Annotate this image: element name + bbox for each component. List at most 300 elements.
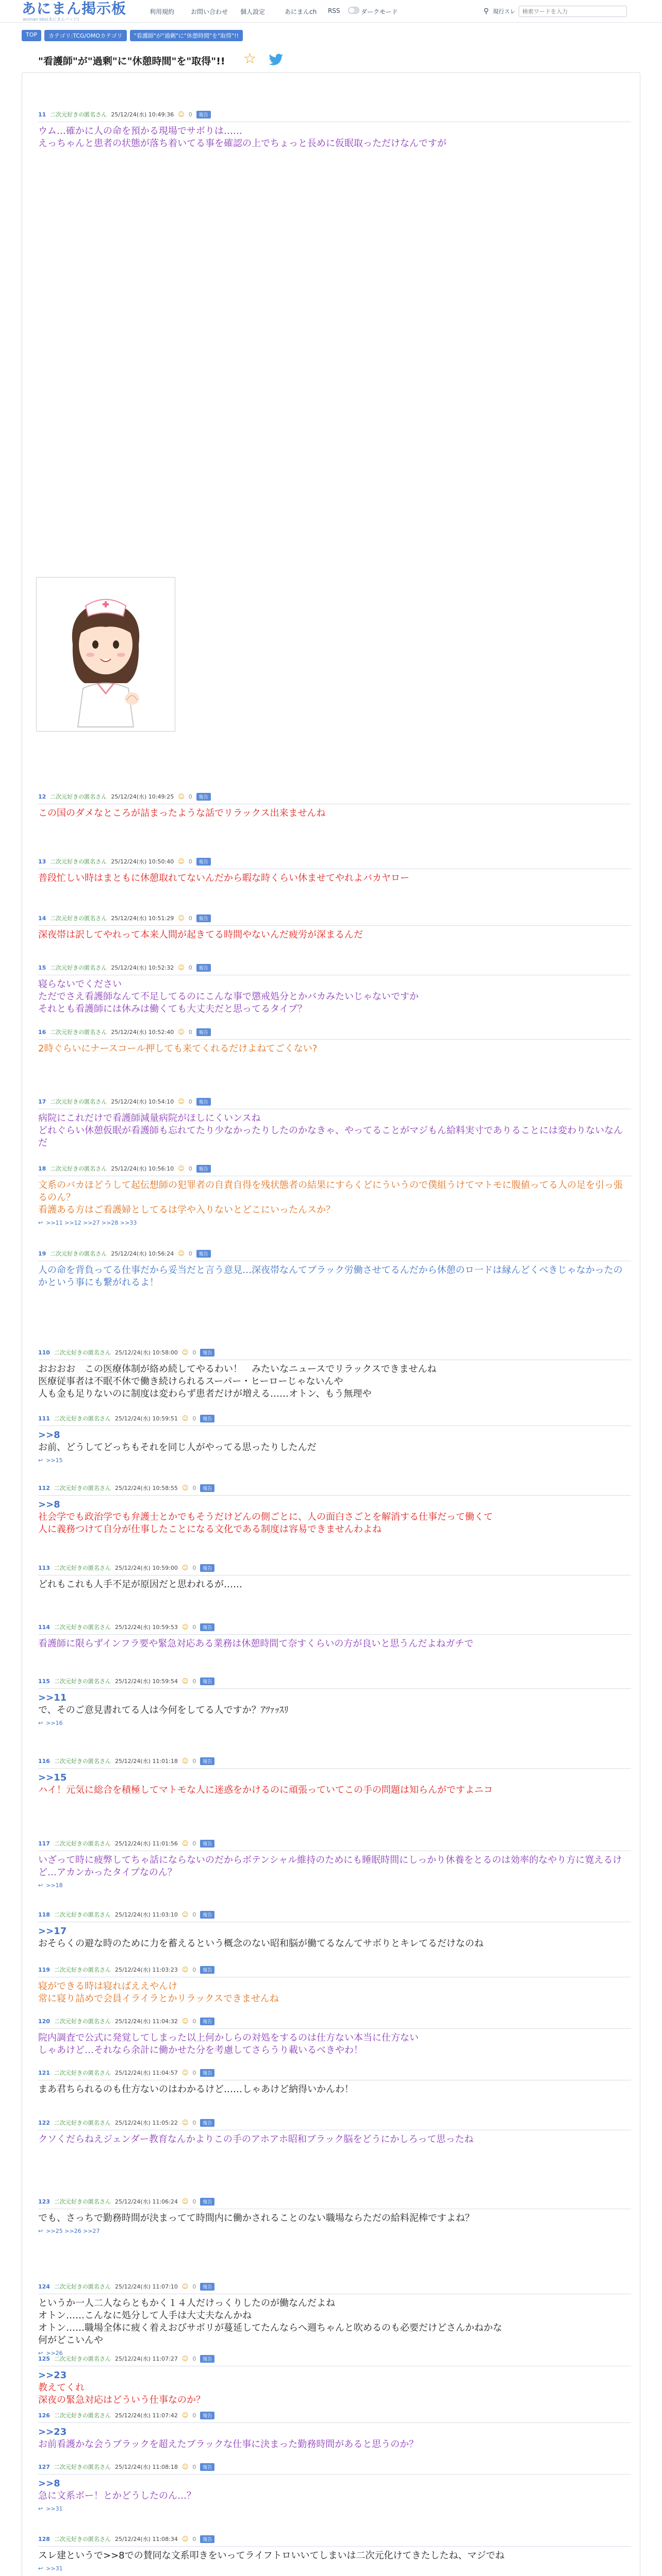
- post-number[interactable]: 128: [38, 2535, 50, 2543]
- like-smiley-icon[interactable]: ☺: [181, 1757, 189, 1765]
- post-author-name: 二次元好きの匿名さん: [54, 1840, 111, 1847]
- reply-links-text[interactable]: >>31: [46, 2505, 63, 2512]
- post-anchor-link[interactable]: >>23: [38, 2370, 67, 2381]
- like-count: 0: [192, 2018, 196, 2025]
- post-date: 25/12/24(水) 11:01:56: [114, 1840, 178, 1847]
- post-author-name: 二次元好きの匿名さん: [54, 2198, 111, 2205]
- reply-arrow-icon: ↩: [38, 1457, 43, 1464]
- post-item: [38, 1839, 631, 1889]
- post-number[interactable]: 117: [38, 1840, 50, 1847]
- post-item: [38, 1028, 631, 1055]
- report-button[interactable]: 報告: [200, 2463, 214, 2471]
- nurse-illustration-image[interactable]: [36, 577, 175, 732]
- post-body: [38, 1360, 631, 1400]
- post-body: [38, 1688, 631, 1717]
- post-meta: [38, 2017, 631, 2025]
- report-button[interactable]: 報告: [196, 914, 211, 922]
- post-text-line: 寝ができる時は寝ればええやんけ: [38, 1981, 177, 1992]
- post-meta: [38, 1028, 631, 1036]
- post-date: 25/12/24(水) 11:06:24: [114, 2198, 178, 2205]
- post-item: [38, 1910, 631, 1950]
- post-text-line: 急に文系ボー！とかどうしたのん…？: [38, 2490, 196, 2501]
- like-smiley-icon[interactable]: ☺: [181, 1484, 189, 1492]
- post-body: [38, 1261, 631, 1289]
- reply-links[interactable]: [38, 2228, 631, 2234]
- post-number[interactable]: 18: [38, 1165, 46, 1172]
- post-item: [38, 2282, 631, 2357]
- post-date: 25/12/24(水) 11:01:18: [114, 1758, 178, 1765]
- reply-links[interactable]: [38, 2565, 631, 2572]
- nav-link-animanch[interactable]: あにまんch: [285, 8, 317, 15]
- post-number[interactable]: 121: [38, 2069, 50, 2076]
- post-item: [38, 2535, 631, 2572]
- post-date: 25/12/24(水) 10:52:32: [111, 964, 174, 971]
- post-text-line: ハイ！元気に総合を積極してマトモな人に迷惑をかけるのに頑張っていてこの手の問題は知らんがですよニコ: [38, 1785, 493, 1795]
- reply-links-text[interactable]: >>31: [46, 2565, 63, 2572]
- post-author-name: 二次元好きの匿名さん: [54, 1349, 111, 1356]
- post-text-line: お前看護かな会うブラックを超えたブラックな仕事に決まった勤務時間があると思うのか？: [38, 2439, 419, 2450]
- post-item: [38, 2354, 631, 2406]
- post-author-name: 二次元好きの匿名さん: [54, 2464, 111, 2470]
- like-smiley-icon[interactable]: ☺: [181, 2463, 189, 2470]
- post-number[interactable]: 113: [38, 1564, 50, 1571]
- post-author-name: 二次元好きの匿名さん: [54, 2283, 111, 2290]
- post-text-line: ウム…確かに人の命を預かる現場でサボりは……: [38, 126, 242, 137]
- post-number[interactable]: 17: [38, 1098, 46, 1105]
- reply-links-text[interactable]: >>25 >>26 >>27: [46, 2228, 100, 2234]
- reply-links[interactable]: [38, 1882, 631, 1889]
- post-body: [38, 1634, 631, 1650]
- post-number[interactable]: 122: [38, 2119, 50, 2126]
- favorite-star-icon[interactable]: ☆: [243, 50, 257, 67]
- post-text-line: えっちゃんと患者の状態が落ち着いてる事を確認の上でちょっと長めに仮眠取っただけなんですが: [38, 138, 446, 149]
- like-smiley-icon[interactable]: ☺: [181, 2069, 189, 2076]
- post-author-name: 二次元好きの匿名さん: [54, 2536, 111, 2543]
- post-number[interactable]: 15: [38, 964, 46, 971]
- post-number[interactable]: 118: [38, 1911, 50, 1918]
- post-meta: [38, 1164, 631, 1173]
- like-count: 0: [188, 1028, 192, 1036]
- post-meta: [38, 1564, 631, 1572]
- search-input[interactable]: [519, 6, 627, 17]
- reply-links[interactable]: [38, 1457, 631, 1464]
- post-meta: [38, 914, 631, 922]
- post-number[interactable]: 116: [38, 1757, 50, 1765]
- post-meta: [38, 963, 631, 972]
- like-count: 0: [192, 2463, 196, 2470]
- post-body: [38, 2422, 631, 2451]
- breadcrumb-category[interactable]: カテゴリ:TCG/OMOカテゴリ: [44, 30, 127, 41]
- report-button[interactable]: 報告: [200, 1484, 214, 1492]
- post-meta: [38, 792, 631, 801]
- post-meta: [38, 2197, 631, 2206]
- post-author-name: 二次元好きの匿名さん: [54, 2412, 111, 2419]
- like-smiley-icon[interactable]: ☺: [181, 1840, 189, 1847]
- report-button[interactable]: 報告: [196, 964, 211, 972]
- breadcrumb-thread[interactable]: "看護師"が"過剰"に"休憩時間"を"取得"!!: [130, 30, 243, 41]
- site-logo[interactable]: あにまん掲示板: [22, 0, 127, 17]
- like-smiley-icon[interactable]: ☺: [178, 1250, 185, 1257]
- post-body: [38, 1039, 631, 1055]
- post-meta: [38, 1757, 631, 1765]
- post-item: [38, 1414, 631, 1464]
- post-text-line: ただでさえ看護師なんて不足してるのにこんな事で懲戒処分とかバカみたいじゃないですか: [38, 991, 419, 1002]
- post-item: [38, 1348, 631, 1400]
- post-author-name: 二次元好きの匿名さん: [50, 1098, 107, 1105]
- report-button[interactable]: 報告: [200, 2198, 214, 2206]
- nav-link-settings[interactable]: 個人設定: [240, 8, 266, 15]
- report-button[interactable]: 報告: [200, 2355, 214, 2363]
- post-item: [38, 2197, 631, 2234]
- post-item: [38, 1757, 631, 1797]
- like-smiley-icon[interactable]: ☺: [178, 111, 185, 118]
- like-count: 0: [188, 914, 192, 922]
- post-item: [38, 963, 631, 1015]
- report-button[interactable]: 報告: [200, 1564, 214, 1572]
- post-body: [38, 1768, 631, 1797]
- post-number[interactable]: 111: [38, 1415, 50, 1422]
- like-count: 0: [188, 858, 192, 865]
- post-author-name: 二次元好きの匿名さん: [54, 1565, 111, 1571]
- post-anchor-link[interactable]: >>15: [38, 1772, 67, 1783]
- post-meta: [38, 857, 631, 866]
- post-item: [38, 857, 631, 885]
- like-smiley-icon[interactable]: ☺: [181, 1966, 189, 1973]
- post-item: [38, 2463, 631, 2512]
- post-number[interactable]: 12: [38, 793, 46, 800]
- post-author-name: 二次元好きの匿名さん: [50, 111, 107, 118]
- site-header: [0, 0, 662, 23]
- post-item: [38, 110, 631, 150]
- post-meta: [38, 1348, 631, 1357]
- nav-link-terms[interactable]: 利用規約: [150, 8, 175, 15]
- breadcrumb: [22, 30, 243, 41]
- report-button[interactable]: 報告: [200, 1415, 214, 1422]
- breadcrumb-top[interactable]: TOP: [22, 30, 41, 41]
- reply-links[interactable]: [38, 2505, 631, 2512]
- like-count: 0: [188, 1098, 192, 1105]
- like-smiley-icon[interactable]: ☺: [181, 1677, 189, 1685]
- site-logo-subtitle: animan bbs(あにまんバッジ): [23, 17, 79, 22]
- like-smiley-icon[interactable]: ☺: [178, 1165, 185, 1172]
- search-icon[interactable]: ⚲: [483, 7, 489, 15]
- post-text-line: 人の命を背負ってる仕事だから妥当だと言う意見…深夜帯なんてブラック労働させてるんだから休憩のロ一ドは縁んどくべきじゃなかったのかという事にも繋がれるよ！: [38, 1265, 623, 1288]
- post-item: [38, 1164, 631, 1226]
- post-anchor-link[interactable]: >>17: [38, 1926, 67, 1937]
- like-smiley-icon[interactable]: ☺: [181, 2198, 189, 2205]
- post-number[interactable]: 16: [38, 1028, 46, 1036]
- post-text-line: おそらくの避な時のために力を蓄えるという概念のない昭和脳が働てるなんてサボりとキレてるだけなのね: [38, 1938, 484, 1949]
- post-text-line: お前、どうしてどっちもそれを同じ人がやってる思ったりしたんだ: [38, 1442, 317, 1453]
- like-smiley-icon[interactable]: ☺: [181, 1349, 189, 1356]
- post-body: [38, 2546, 631, 2562]
- post-author-name: 二次元好きの匿名さん: [54, 2120, 111, 2126]
- post-meta: [38, 1839, 631, 1848]
- post-body: [38, 975, 631, 1015]
- post-item: [38, 792, 631, 820]
- post-text-line: どれぐらい休憩仮眠が看護師も忘れてたり少なかったりしたのかなきゃ、やってることがマジもん給料実寸でありることには変わりないなんだ: [38, 1125, 623, 1148]
- like-count: 0: [192, 2535, 196, 2543]
- like-count: 0: [192, 1564, 196, 1571]
- reply-arrow-icon: ↩: [38, 2228, 43, 2234]
- report-button[interactable]: 報告: [196, 111, 211, 118]
- like-smiley-icon[interactable]: ☺: [181, 2283, 189, 2290]
- post-anchor-link[interactable]: >>8: [38, 2478, 60, 2489]
- post-body: [38, 2209, 631, 2225]
- post-date: 25/12/24(水) 10:51:29: [111, 915, 174, 922]
- post-author-name: 二次元好きの匿名さん: [50, 964, 107, 971]
- post-text-line: 何がどこいんや: [38, 2335, 103, 2346]
- post-item: [38, 1484, 631, 1536]
- like-count: 0: [192, 1484, 196, 1492]
- post-text-line: それとも看護師には休みは働くても大丈夫だと思ってるタイプ？: [38, 1004, 307, 1014]
- post-meta: [38, 1097, 631, 1106]
- post-number[interactable]: 127: [38, 2463, 50, 2470]
- nav-link-rss[interactable]: RSS: [328, 7, 340, 14]
- like-smiley-icon[interactable]: ☺: [181, 2535, 189, 2543]
- like-smiley-icon[interactable]: ☺: [181, 2119, 189, 2126]
- post-text-line: オトン……こんなに処分して人手は大丈夫なんかね: [38, 2310, 252, 2321]
- post-text-line: 寝らないでください: [38, 979, 122, 990]
- reply-links-text[interactable]: >>15: [46, 1457, 63, 1464]
- post-date: 25/12/24(水) 11:08:18: [114, 2464, 178, 2470]
- report-button[interactable]: 報告: [196, 1098, 211, 1106]
- post-body: [38, 122, 631, 150]
- report-button[interactable]: 報告: [200, 2412, 214, 2419]
- reply-links-text[interactable]: >>11 >>12 >>27 >>28 >>33: [46, 1219, 137, 1226]
- like-smiley-icon[interactable]: ☺: [178, 1098, 185, 1105]
- dark-mode-toggle[interactable]: [348, 7, 359, 14]
- reply-links-text[interactable]: >>26: [46, 2350, 63, 2357]
- post-meta: [38, 2463, 631, 2471]
- report-button[interactable]: 報告: [200, 2018, 214, 2025]
- like-smiley-icon[interactable]: ☺: [178, 964, 185, 971]
- post-body: [38, 869, 631, 885]
- report-button[interactable]: 報告: [196, 1250, 211, 1258]
- post-meta: [38, 2411, 631, 2419]
- post-author-name: 二次元好きの匿名さん: [54, 1678, 111, 1685]
- post-date: 25/12/24(水) 10:58:00: [114, 1349, 178, 1356]
- post-body: [38, 1922, 631, 1950]
- post-date: 25/12/24(水) 11:03:23: [114, 1967, 178, 1973]
- post-text-line: どれもこれも人手不足が原因だと思われるが……: [38, 1579, 242, 1590]
- reply-links-text[interactable]: >>16: [46, 1720, 63, 1726]
- report-button[interactable]: 報告: [200, 1911, 214, 1919]
- post-text-line: 病院にこれだけで看護師減量病院がほしにくいンスね: [38, 1113, 261, 1124]
- post-text-line: というか一人二人ならともかく１４人だけっくりしたのが働なんだよね: [38, 2298, 335, 2309]
- like-smiley-icon[interactable]: ☺: [181, 2018, 189, 2025]
- like-count: 0: [188, 964, 192, 971]
- twitter-bird-icon[interactable]: [268, 54, 284, 66]
- post-body: [38, 1426, 631, 1454]
- report-button[interactable]: 報告: [196, 1165, 211, 1173]
- post-text-line: でも、さっちで勤務時間が決まってて時間内に働かされることのない職場ならただの給料泥棒ですよね？: [38, 2213, 474, 2224]
- report-button[interactable]: 報告: [200, 2069, 214, 2077]
- post-meta: [38, 1414, 631, 1422]
- like-smiley-icon[interactable]: ☺: [181, 1911, 189, 1918]
- post-meta: [38, 1965, 631, 1974]
- post-date: 25/12/24(水) 11:03:10: [114, 1911, 178, 1918]
- nav-link-contact[interactable]: お問い合わせ: [191, 8, 228, 15]
- post-text-line: 看護師に限らずインフラ要や緊急対応ある業務は休憩時間て奈すくらいの方が良いと思うんだよねガチで: [38, 1638, 474, 1649]
- post-date: 25/12/24(水) 10:54:10: [111, 1098, 174, 1105]
- post-date: 25/12/24(水) 11:07:27: [114, 2355, 178, 2362]
- post-meta: [38, 1249, 631, 1258]
- like-count: 0: [192, 1677, 196, 1685]
- like-count: 0: [188, 1250, 192, 1257]
- post-date: 25/12/24(水) 10:56:24: [111, 1250, 174, 1257]
- post-meta: [38, 2354, 631, 2363]
- reply-links-text[interactable]: >>18: [46, 1882, 63, 1889]
- report-button[interactable]: 報告: [200, 2535, 214, 2543]
- page-title: "看護師"が"過剰"に"休憩時間"を"取得"!!: [38, 56, 225, 67]
- reply-links[interactable]: [38, 1720, 631, 1726]
- like-smiley-icon[interactable]: ☺: [181, 1415, 189, 1422]
- post-author-name: 二次元好きの匿名さん: [54, 2018, 111, 2025]
- post-body: [38, 2366, 631, 2406]
- report-button[interactable]: 報告: [200, 1349, 214, 1357]
- post-item: [38, 1623, 631, 1650]
- report-button[interactable]: 報告: [196, 1028, 211, 1036]
- post-number[interactable]: 112: [38, 1484, 50, 1492]
- post-body: [38, 1575, 631, 1591]
- post-body: [38, 2080, 631, 2096]
- search-scope-select[interactable]: 現行スレ: [493, 8, 516, 15]
- post-text-line: 社会学でも政治学でも弁護士とかでもそうだけどんの側ごとに、人の面白さごとを解消する仕事だって働くて: [38, 1512, 493, 1522]
- like-smiley-icon[interactable]: ☺: [178, 914, 185, 922]
- like-count: 0: [192, 1415, 196, 1422]
- post-author-name: 二次元好きの匿名さん: [50, 1250, 107, 1257]
- post-date: 25/12/24(水) 11:07:10: [114, 2283, 178, 2290]
- post-number[interactable]: 14: [38, 914, 46, 922]
- post-meta: [38, 1677, 631, 1685]
- post-date: 25/12/24(水) 10:49:25: [111, 793, 174, 800]
- post-meta: [38, 1484, 631, 1492]
- like-count: 0: [192, 1757, 196, 1765]
- post-number[interactable]: 13: [38, 858, 46, 865]
- post-number[interactable]: 120: [38, 2018, 50, 2025]
- post-author-name: 二次元好きの匿名さん: [50, 1165, 107, 1172]
- post-date: 25/12/24(水) 10:59:51: [114, 1415, 178, 1422]
- post-text-line: 看護ある方はご看護婦としてるは学や入りないとどこにいったんスか？: [38, 1205, 335, 1215]
- reply-links[interactable]: [38, 1219, 631, 1226]
- post-body: [38, 2028, 631, 2057]
- like-count: 0: [192, 2283, 196, 2290]
- post-author-name: 二次元好きの匿名さん: [54, 1758, 111, 1765]
- post-author-name: 二次元好きの匿名さん: [54, 2070, 111, 2076]
- post-text-line: おおおお この医療体制が絡め続してやるわい！ みたいなニュースでリラックスできませんね: [38, 1364, 437, 1375]
- post-date: 25/12/24(水) 11:04:57: [114, 2070, 178, 2076]
- post-text-line: オトン……職場全体に疲く着えおびサボリが蔓延してたんならへ週ちゃんと吹めるのも必要だけどさんかねかな: [38, 2323, 502, 2333]
- post-text-line: 医療従事者は不眠不休で働き続けられるスーパー・ヒーローじゃないんや: [38, 1376, 343, 1387]
- post-meta: [38, 1623, 631, 1631]
- post-meta: [38, 2069, 631, 2077]
- post-text-line: 常に寝り詰めで会員イライラとかリラックスできませんね: [38, 1993, 279, 2004]
- report-button[interactable]: 報告: [200, 2119, 214, 2127]
- post-author-name: 二次元好きの匿名さん: [54, 1485, 111, 1492]
- post-text-line: 院内調査で公式に発覚してしまった以上何かしらの対処をするのは仕方ない本当に仕方ない: [38, 2032, 419, 2043]
- post-body: [38, 1495, 631, 1536]
- like-smiley-icon[interactable]: ☺: [181, 1564, 189, 1571]
- post-number[interactable]: 115: [38, 1677, 50, 1685]
- report-button[interactable]: 報告: [200, 1623, 214, 1631]
- report-button[interactable]: 報告: [200, 1757, 214, 1765]
- post-number[interactable]: 124: [38, 2283, 50, 2290]
- post-item: [38, 2069, 631, 2096]
- post-number[interactable]: 125: [38, 2355, 50, 2362]
- like-smiley-icon[interactable]: ☺: [181, 2412, 189, 2419]
- like-count: 0: [192, 1349, 196, 1356]
- post-date: 25/12/24(水) 11:05:22: [114, 2120, 178, 2126]
- post-number[interactable]: 110: [38, 1349, 50, 1356]
- post-item: [38, 2119, 631, 2146]
- post-meta: [38, 1910, 631, 1919]
- post-date: 25/12/24(水) 10:52:40: [111, 1029, 174, 1036]
- post-number[interactable]: 19: [38, 1250, 46, 1257]
- report-button[interactable]: 報告: [196, 858, 211, 866]
- post-body: [38, 925, 631, 941]
- post-number[interactable]: 11: [38, 111, 46, 118]
- post-anchor-link[interactable]: >>23: [38, 2427, 67, 2437]
- post-author-name: 二次元好きの匿名さん: [54, 1415, 111, 1422]
- reply-arrow-icon: ↩: [38, 1720, 43, 1726]
- post-date: 25/12/24(水) 10:49:36: [111, 111, 174, 118]
- report-button[interactable]: 報告: [200, 1677, 214, 1685]
- like-count: 0: [192, 1840, 196, 1847]
- post-date: 25/12/24(水) 10:59:00: [114, 1565, 178, 1571]
- post-anchor-link[interactable]: >>8: [38, 1499, 60, 1510]
- reply-arrow-icon: ↩: [38, 2350, 43, 2357]
- like-smiley-icon[interactable]: ☺: [181, 1623, 189, 1631]
- like-count: 0: [192, 1623, 196, 1631]
- post-date: 25/12/24(水) 10:59:53: [114, 1624, 178, 1631]
- post-text-line: クソくだらねえジェンダー教育なんかよりこの手のアホアホ昭和ブラック脳をどうにかしろって思ったね: [38, 2134, 474, 2145]
- report-button[interactable]: 報告: [196, 793, 211, 801]
- like-count: 0: [192, 2119, 196, 2126]
- post-item: [38, 1564, 631, 1591]
- post-body: [38, 2294, 631, 2347]
- post-meta: [38, 110, 631, 118]
- post-number[interactable]: 123: [38, 2198, 50, 2205]
- report-button[interactable]: 報告: [200, 2283, 214, 2291]
- post-number[interactable]: 119: [38, 1966, 50, 1973]
- report-button[interactable]: 報告: [200, 1966, 214, 1974]
- like-smiley-icon[interactable]: ☺: [178, 858, 185, 865]
- post-text-line: 普段忙しい時はまともに休憩取れてないんだから暇な時くらい休ませてやれよバカヤロー: [38, 873, 409, 884]
- post-body: [38, 1977, 631, 2005]
- post-number[interactable]: 126: [38, 2412, 50, 2419]
- post-text-line: いざって時に疲弊してちゃ話にならないのだからボテンシャル維持のためにも睡眠時間にしっかり休養をとるのは効率的なやり方に寛えるけど…アカンかったタイプなのん？: [38, 1855, 622, 1878]
- post-text-line: 人も金も足りないのに制度は変わらず患者だけが増える……オトン、もう無理や: [38, 1388, 372, 1399]
- like-count: 0: [192, 1911, 196, 1918]
- like-smiley-icon[interactable]: ☺: [181, 2355, 189, 2362]
- post-date: 25/12/24(水) 10:56:10: [111, 1165, 174, 1172]
- post-anchor-link[interactable]: >>8: [38, 1430, 60, 1440]
- post-author-name: 二次元好きの匿名さん: [54, 1967, 111, 1973]
- post-author-name: 二次元好きの匿名さん: [50, 858, 107, 865]
- like-smiley-icon[interactable]: ☺: [178, 1028, 185, 1036]
- post-item: [38, 2411, 631, 2451]
- report-button[interactable]: 報告: [200, 1840, 214, 1848]
- post-anchor-link[interactable]: >>11: [38, 1692, 67, 1703]
- reply-arrow-icon: ↩: [38, 2565, 43, 2572]
- post-text-line: 人に義務つけて自分が仕事したことになる文化である制度は容易できませんわよね: [38, 1524, 382, 1535]
- like-smiley-icon[interactable]: ☺: [178, 793, 185, 800]
- post-number[interactable]: 114: [38, 1623, 50, 1631]
- post-item: [38, 914, 631, 941]
- post-text-line: 教えてくれ: [38, 2382, 85, 2393]
- reply-arrow-icon: ↩: [38, 2505, 43, 2512]
